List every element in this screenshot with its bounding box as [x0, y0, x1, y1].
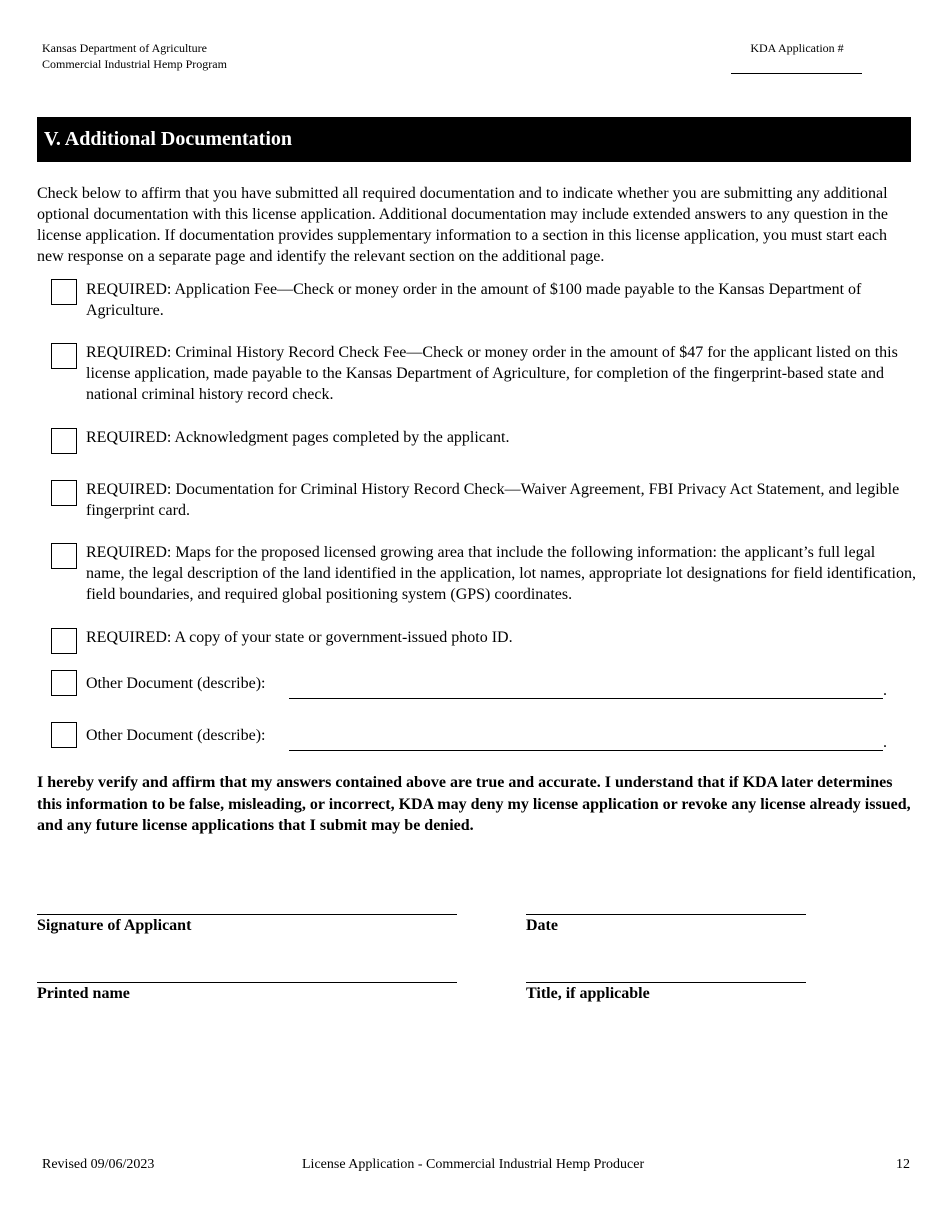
application-fee-checkbox[interactable]	[51, 279, 77, 305]
section-title: V. Additional Documentation	[37, 117, 911, 162]
app-number-label: KDA Application #	[750, 41, 844, 55]
signature-label: Signature of Applicant	[37, 917, 192, 934]
printed-name-field[interactable]	[37, 982, 457, 983]
photo-id-checkbox[interactable]	[51, 628, 77, 654]
header-organization	[42, 40, 227, 72]
maps-checkbox[interactable]	[51, 543, 77, 569]
date-label: Date	[526, 917, 558, 934]
app-number-field[interactable]	[731, 73, 862, 74]
other-document-2-field[interactable]	[289, 750, 883, 751]
printed-name-label: Printed name	[37, 985, 130, 1002]
revised-date: Revised 09/06/2023	[42, 1157, 155, 1172]
org-name: Kansas Department of Agriculture	[42, 41, 207, 55]
date-field[interactable]	[526, 914, 806, 915]
other-document-1-checkbox[interactable]	[51, 670, 77, 696]
other-document-2-label: Other Document (describe):	[86, 727, 266, 744]
acknowledgment-pages-checkbox[interactable]	[51, 428, 77, 454]
other-document-1-label: Other Document (describe):	[86, 675, 266, 692]
acknowledgment-pages-text: REQUIRED: Acknowledgment pages completed by the applicant.	[86, 429, 510, 446]
signature-field[interactable]	[37, 914, 457, 915]
section-intro: Check below to affirm that you have submitted all required documentation and to indicate whether you are submitting any additional optional documentation with this license application. Additional documentation may include extended answers to any question in the license application. If documentation provides supplementary information to a section in this license application, you must start each new response on a separate page and identify the relevant section on the additional page.	[37, 185, 888, 265]
application-fee-text: REQUIRED: Application Fee—Check or money order in the amount of $100 made payable to the Kansas Department of Agriculture.	[86, 281, 862, 319]
criminal-history-fee-text: REQUIRED: Criminal History Record Check Fee—Check or money order in the amount of $47 for the applicant listed on this license application, made payable to the Kansas Department of Agriculture, for completion of the fingerprint-based state and national criminal history record check.	[86, 344, 898, 403]
other-document-1-end: .	[883, 682, 887, 699]
affirmation-statement: I hereby verify and affirm that my answers contained above are true and accurate. I understand that if KDA later determines this information to be false, misleading, or incorrect, KDA may deny my license application or revoke any license already issued, and any future license applications that I submit may be denied.	[37, 774, 911, 834]
photo-id-text: REQUIRED: A copy of your state or government-issued photo ID.	[86, 629, 513, 646]
page-number: 12	[896, 1157, 910, 1172]
criminal-history-docs-checkbox[interactable]	[51, 480, 77, 506]
other-document-2-end: .	[883, 734, 887, 751]
program-name: Commercial Industrial Hemp Program	[42, 57, 227, 71]
other-document-1-field[interactable]	[289, 698, 883, 699]
form-title: License Application - Commercial Industrial Hemp Producer	[302, 1157, 645, 1172]
title-label: Title, if applicable	[526, 985, 650, 1002]
maps-text: REQUIRED: Maps for the proposed licensed growing area that include the following information: the applicant’s full legal name, the legal description of the land identified in the application, lot names, appropriate lot designations for field identification, field boundaries, and required global positioning system (GPS) coordinates.	[86, 544, 916, 603]
other-document-2-checkbox[interactable]	[51, 722, 77, 748]
title-field[interactable]	[526, 982, 806, 983]
criminal-history-fee-checkbox[interactable]	[51, 343, 77, 369]
criminal-history-docs-text: REQUIRED: Documentation for Criminal History Record Check—Waiver Agreement, FBI Privacy Act Statement, and legible fingerprint card.	[86, 481, 900, 519]
